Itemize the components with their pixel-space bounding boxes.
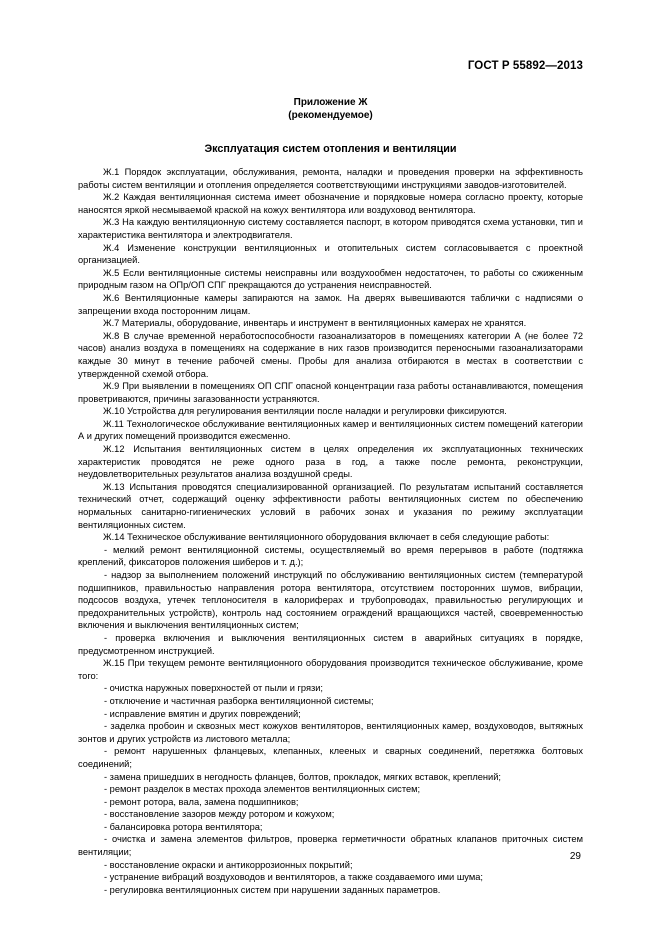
- list-item: - восстановление окраски и антикоррозионных покрытий;: [104, 859, 353, 870]
- document-body: [78, 166, 583, 896]
- paragraph-zh1: Ж.1 Порядок эксплуатации, обслуживания, ремонта, наладки и проведения проверки на эффективность работы систем вентиляции и отопления определяется соответствующими инструкциями заводов-изготовителей.: [78, 167, 583, 190]
- list-item: - отключение и частичная разборка вентиляционной системы;: [104, 695, 374, 706]
- list-item: - ремонт разделок в местах прохода элементов вентиляционных систем;: [104, 784, 421, 795]
- paragraph-zh2: Ж.2 Каждая вентиляционная система имеет обозначение и порядковые номера согласно проекту, которые наносятся яркой несмываемой краской на кожух вентилятора или воздуховод вентилятора.: [78, 192, 583, 215]
- paragraph-zh7: Ж.7 Материалы, оборудование, инвентарь и инструмент в вентиляционных камерах не хранятся.: [103, 318, 527, 329]
- page-number: 29: [569, 851, 581, 862]
- paragraph-zh5: Ж.5 Если вентиляционные системы неисправны или воздухообмен недостаточен, то работы со сжиженным природным газом на ОПр/ОП СПГ прекращаются до устранения неисправностей.: [78, 267, 583, 291]
- appendix-status: (рекомендуемое): [288, 110, 373, 121]
- section-title: Эксплуатация систем отопления и вентиляции: [204, 143, 457, 155]
- paragraph-zh10: Ж.10 Устройства для регулирования вентиляции после наладки и регулировки фиксируются.: [103, 406, 507, 417]
- paragraph-zh11: Ж.11 Технологическое обслуживание вентиляционных камер и вентиляционных систем помещений категории А и других помещений производится ежесменно.: [78, 418, 583, 442]
- list-item: - ремонт нарушенных фланцевых, клепанных, клееных и сварных соединений, перетяжка болтовых соединений;: [78, 746, 583, 769]
- list-item: - исправление вмятин и других повреждений;: [104, 708, 301, 719]
- paragraph-zh6: Ж.6 Вентиляционные камеры запираются на замок. На дверях вывешиваются таблички с надписями о запрещении входа посторонним лицам.: [78, 292, 583, 316]
- list-item: - очистка и замена элементов фильтров, проверка герметичности обратных клапанов приточных систем вентиляции;: [78, 834, 583, 858]
- list-item: - очистка наружных поверхностей от пыли и грязи;: [104, 683, 324, 694]
- list-item: - восстановление зазоров между ротором и кожухом;: [104, 809, 335, 820]
- paragraph-zh13: Ж.13 Испытания проводятся специализированной организацией. По результатам испытаний составляется технический отчет, содержащий оценку эффективности работы вентиляционных систем по обеспечению нормальных санитарно-гигиенических условий в рабочих зонах и указания по режиму эксплуатации вентиляционных систем.: [78, 481, 583, 530]
- paragraph-zh8: Ж.8 В случае временной неработоспособности газоанализаторов в помещениях категории А (не более 72 часов) анализ воздуха в помещениях на содержание в них газов производится переносными газоанализаторами каждые 30 минут в течение рабочей смены. Пробы для анализа отбираются в местах в соответствии с утвержденной схемой отбора.: [78, 330, 583, 379]
- paragraph-zh4: Ж.4 Изменение конструкции вентиляционных и отопительных систем согласовывается с проектной организацией.: [78, 242, 583, 266]
- paragraph-zh15: Ж.15 При текущем ремонте вентиляционного оборудования производится техническое обслуживание, кроме того:: [78, 658, 583, 681]
- list-item: - замена пришедших в негодность фланцев, болтов, прокладок, мягких вставок, креплений;: [104, 771, 502, 782]
- list-item: - мелкий ремонт вентиляционной системы, осуществляемый во время перерывов в работе (подтяжка креплений, фиксаторов положения шиберов и т. д.);: [78, 544, 583, 568]
- list-item: - надзор за выполнением положений инструкций по обслуживанию вентиляционных систем (температурой подшипников, правильностью направления ротора вентилятора, отсутствием посторонних шумов, вибрации, подсосов воздуха, утечек теплоносителя в калориферах и трубопроводах, правильностью регулирующих и предохранительных устройств), контроль над состоянием ограждений вращающихся частей, своевременностью включения и выключения вентиляционных систем;: [78, 570, 583, 631]
- paragraph-zh14: Ж.14 Техническое обслуживание вентиляционного оборудования включает в себя следующие работы:: [103, 532, 550, 543]
- list-item: - регулировка вентиляционных систем при нарушении заданных параметров.: [104, 884, 441, 895]
- appendix-title: Приложение Ж: [293, 97, 368, 108]
- list-item: - ремонт ротора, вала, замена подшипников;: [104, 796, 299, 807]
- appendix-heading: [0, 96, 661, 122]
- paragraph-zh3: Ж.3 На каждую вентиляционную систему составляется паспорт, в котором приводятся схема установки, тип и характеристика вентилятора и электродвигателя.: [78, 217, 583, 240]
- list-item: - проверка включения и выключения вентиляционных систем в аварийных ситуациях в порядке, предусмотренном инструкцией.: [78, 632, 583, 656]
- list-item: - устранение вибраций воздуховодов и вентиляторов, а также создаваемого ими шума;: [104, 872, 483, 883]
- paragraph-zh12: Ж.12 Испытания вентиляционных систем в целях определения их эксплуатационных технических характеристик проводятся не реже одного раза в год, а также после ремонта, реконструкции, неудовлетворительных результатов анализа воздушной среды.: [78, 444, 583, 480]
- list-item: - балансировка ротора вентилятора;: [104, 821, 263, 832]
- standard-number: ГОСТ Р 55892—2013: [467, 60, 583, 72]
- list-item: - заделка пробоин и сквозных мест кожухов вентиляторов, вентиляционных камер, воздуховодов, вытяжных зонтов и других устройств из листового металла;: [78, 721, 583, 744]
- paragraph-zh9: Ж.9 При выявлении в помещениях ОП СПГ опасной концентрации газа работы останавливаются, помещения проветриваются, причины загазованности устраняются.: [78, 381, 583, 404]
